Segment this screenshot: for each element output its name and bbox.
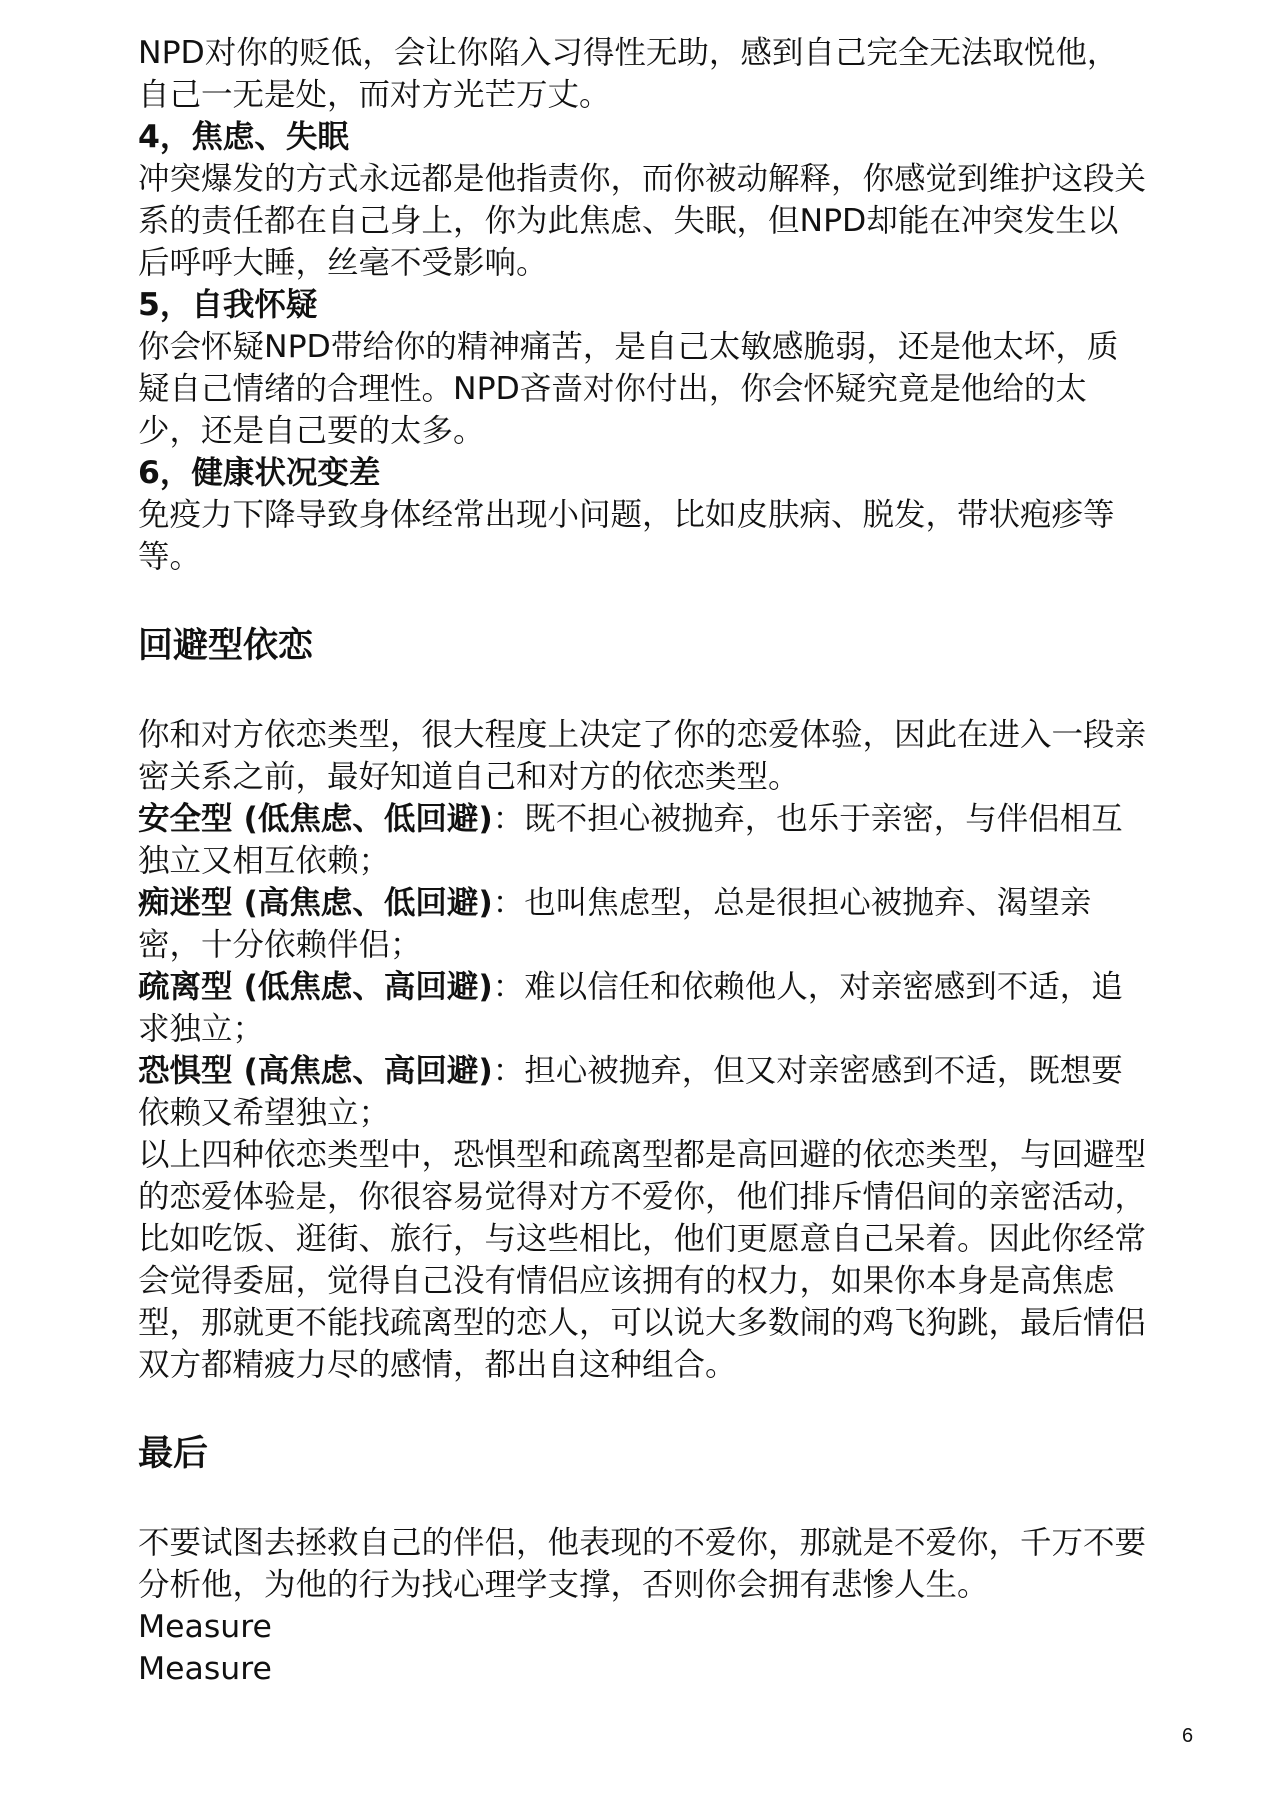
type-label: 疏离型 (低焦虑、高回避) (138, 969, 493, 1005)
avoidant-attachment-heading: 回避型依恋 (138, 626, 314, 666)
item-4-text: 冲突爆发的方式永远都是他指责你，而你被动解释，你感觉到维护这段关系的责任都在自己身上，你为此焦虑、失眠，但NPD却能在冲突发生以后呼呼大睡，丝毫不受影响。 (138, 161, 1147, 281)
avoidant-intro: 你和对方依恋类型，很大程度上决定了你的恋爱体验，因此在进入一段亲密关系之前，最好知道自己和对方的依恋类型。 (138, 717, 1147, 795)
avoidant-summary: 以上四种依恋类型中，恐惧型和疏离型都是高回避的依恋类型，与回避型的恋爱体验是，你很容易觉得对方不爱你，他们排斥情侣间的亲密活动，比如吃饭、逛街、旅行，与这些相比，他们更愿意自己呆着。因此你经常会觉得委屈，觉得自己没有情侣应该拥有的权力，如果你本身是高焦虑型，那就更不能找疏离型的恋人，可以说大多数闹的鸡飞狗跳，最后情侣双方都精疲力尽的感情，都出自这种组合。 (138, 1137, 1147, 1383)
type-label: 痴迷型 (高焦虑、低回避) (138, 885, 493, 921)
item-5-title: 5，自我怀疑 (138, 287, 318, 323)
type-label: 安全型 (低焦虑、低回避) (138, 801, 493, 837)
type-description: ：既不担心被抛弃，也乐于亲密，与伴侣相互独立又相互依赖； (138, 801, 1123, 879)
document-page (138, 32, 1148, 1690)
npd-intro-paragraph: NPD对你的贬低，会让你陷入习得性无助，感到自己完全无法取悦他，自己一无是处，而对方光芒万丈。 (138, 35, 1119, 113)
measure-text: Measure (138, 1609, 272, 1645)
final-paragraph: 不要试图去拯救自己的伴侣，他表现的不爱你，那就是不爱你，千万不要分析他，为他的行为找心理学支撑，否则你会拥有悲惨人生。 (138, 1525, 1147, 1603)
type-description: ：担心被抛弃，但又对亲密感到不适，既想要依赖又希望独立； (138, 1053, 1123, 1131)
page-number: 6 (1182, 1725, 1194, 1747)
item-4-title: 4，焦虑、失眠 (138, 119, 349, 155)
item-6-text: 免疫力下降导致身体经常出现小问题，比如皮肤病、脱发，带状疱疹等等。 (138, 497, 1115, 575)
measure-text: Measure (138, 1651, 272, 1687)
item-6-title: 6，健康状况变差 (138, 455, 381, 491)
attachment-type-dismissive (138, 966, 1148, 1050)
attachment-type-preoccupied (138, 882, 1148, 966)
type-description: ：难以信任和依赖他人，对亲密感到不适，追求独立； (138, 969, 1123, 1047)
attachment-type-secure (138, 798, 1148, 882)
item-5-text: 你会怀疑NPD带给你的精神痛苦，是自己太敏感脆弱，还是他太坏，质疑自己情绪的合理性。NPD吝啬对你付出，你会怀疑究竟是他给的太少，还是自己要的太多。 (138, 329, 1119, 449)
type-label: 恐惧型 (高焦虑、高回避) (138, 1053, 493, 1089)
attachment-type-fearful (138, 1050, 1148, 1134)
final-heading: 最后 (138, 1434, 209, 1474)
type-description: ：也叫焦虑型，总是很担心被抛弃、渴望亲密，十分依赖伴侣； (138, 885, 1092, 963)
